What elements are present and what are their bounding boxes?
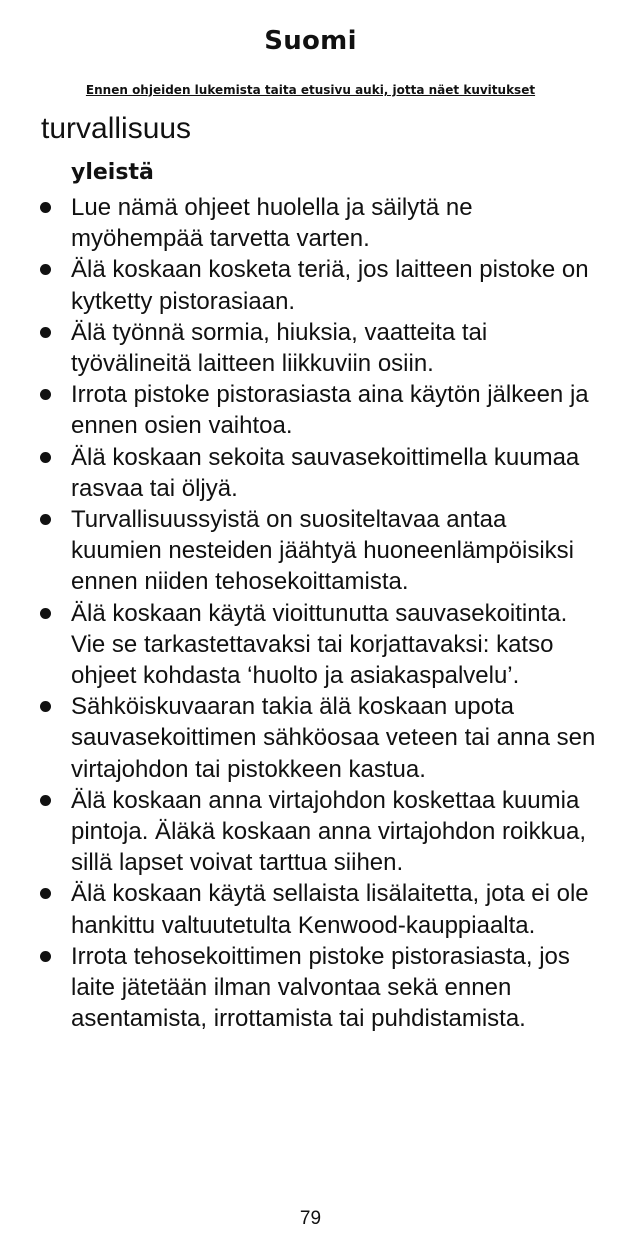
bullet-icon xyxy=(40,951,51,962)
bullet-icon xyxy=(40,795,51,806)
list-item-text: Irrota tehosekoittimen pistoke pistorasiasta, jos laite jätetään ilman valvontaa sekä ennen asentamista, irrottamista tai puhdistamista. xyxy=(71,942,570,1033)
list-item-text: Lue nämä ohjeet huolella ja säilytä ne myöhempää tarvetta varten. xyxy=(71,194,473,253)
list-item-text: Älä koskaan kosketa teriä, jos laitteen pistoke on kytketty pistorasiaan. xyxy=(71,256,589,315)
list-item-text: Älä työnnä sormia, hiuksia, vaatteita tai työvälineitä laitteen liikkuviin osiin. xyxy=(71,318,488,378)
list-item xyxy=(38,785,598,879)
list-item xyxy=(38,442,598,504)
list-item xyxy=(38,598,598,692)
list-item xyxy=(38,379,598,441)
bullet-icon xyxy=(40,514,51,525)
list-item-text: Älä koskaan anna virtajohdon koskettaa kuumia pintoja. Äläkä koskaan anna virtajohdon roikkua, sillä lapset voivat tarttua siihen. xyxy=(71,786,586,877)
bullet-icon xyxy=(40,888,51,899)
safety-list xyxy=(38,192,598,1034)
bullet-icon xyxy=(40,701,51,712)
list-item xyxy=(38,691,598,785)
list-item xyxy=(38,504,598,598)
list-item-text: Älä koskaan käytä vioittunutta sauvasekoitinta. Vie se tarkastettavaksi tai korjattavaksi: katso ohjeet kohdasta ‘huolto ja asiakaspalvelu’. xyxy=(71,599,568,690)
list-item xyxy=(38,254,598,316)
bullet-icon xyxy=(40,389,51,400)
page-subtitle: Ennen ohjeiden lukemista taita etusivu auki, jotta näet kuvitukset xyxy=(85,83,536,97)
bullet-icon xyxy=(40,202,51,213)
section-heading: turvallisuus xyxy=(41,112,192,145)
bullet-icon xyxy=(40,264,51,275)
list-item xyxy=(38,941,598,1035)
bullet-icon xyxy=(40,327,51,338)
list-item-text: Älä koskaan sekoita sauvasekoittimella kuumaa rasvaa tai öljyä. xyxy=(71,443,580,502)
list-item-text: Irrota pistoke pistorasiasta aina käytön jälkeen ja ennen osien vaihtoa. xyxy=(71,381,589,440)
sub-heading: yleistä xyxy=(71,160,154,185)
list-item xyxy=(38,878,598,940)
bullet-icon xyxy=(40,608,51,619)
list-item-text: Älä koskaan käytä sellaista lisälaitetta, jota ei ole hankittu valtuutetulta Kenwood-kauppiaalta. xyxy=(71,880,589,939)
list-item-text: Sähköiskuvaaran takia älä koskaan upota sauvasekoittimen sähköosaa veteen tai anna sen virtajohdon tai pistokkeen kastua. xyxy=(71,693,596,783)
page-title: Suomi xyxy=(264,26,357,56)
page-number: 79 xyxy=(299,1208,322,1229)
list-item xyxy=(38,192,598,254)
bullet-icon xyxy=(40,452,51,463)
list-item xyxy=(38,317,598,379)
list-item-text: Turvallisuussyistä on suositeltavaa antaa kuumien nesteiden jäähtyä huoneenlämpöisiksi ennen niiden tehosekoittamista. xyxy=(71,506,574,596)
